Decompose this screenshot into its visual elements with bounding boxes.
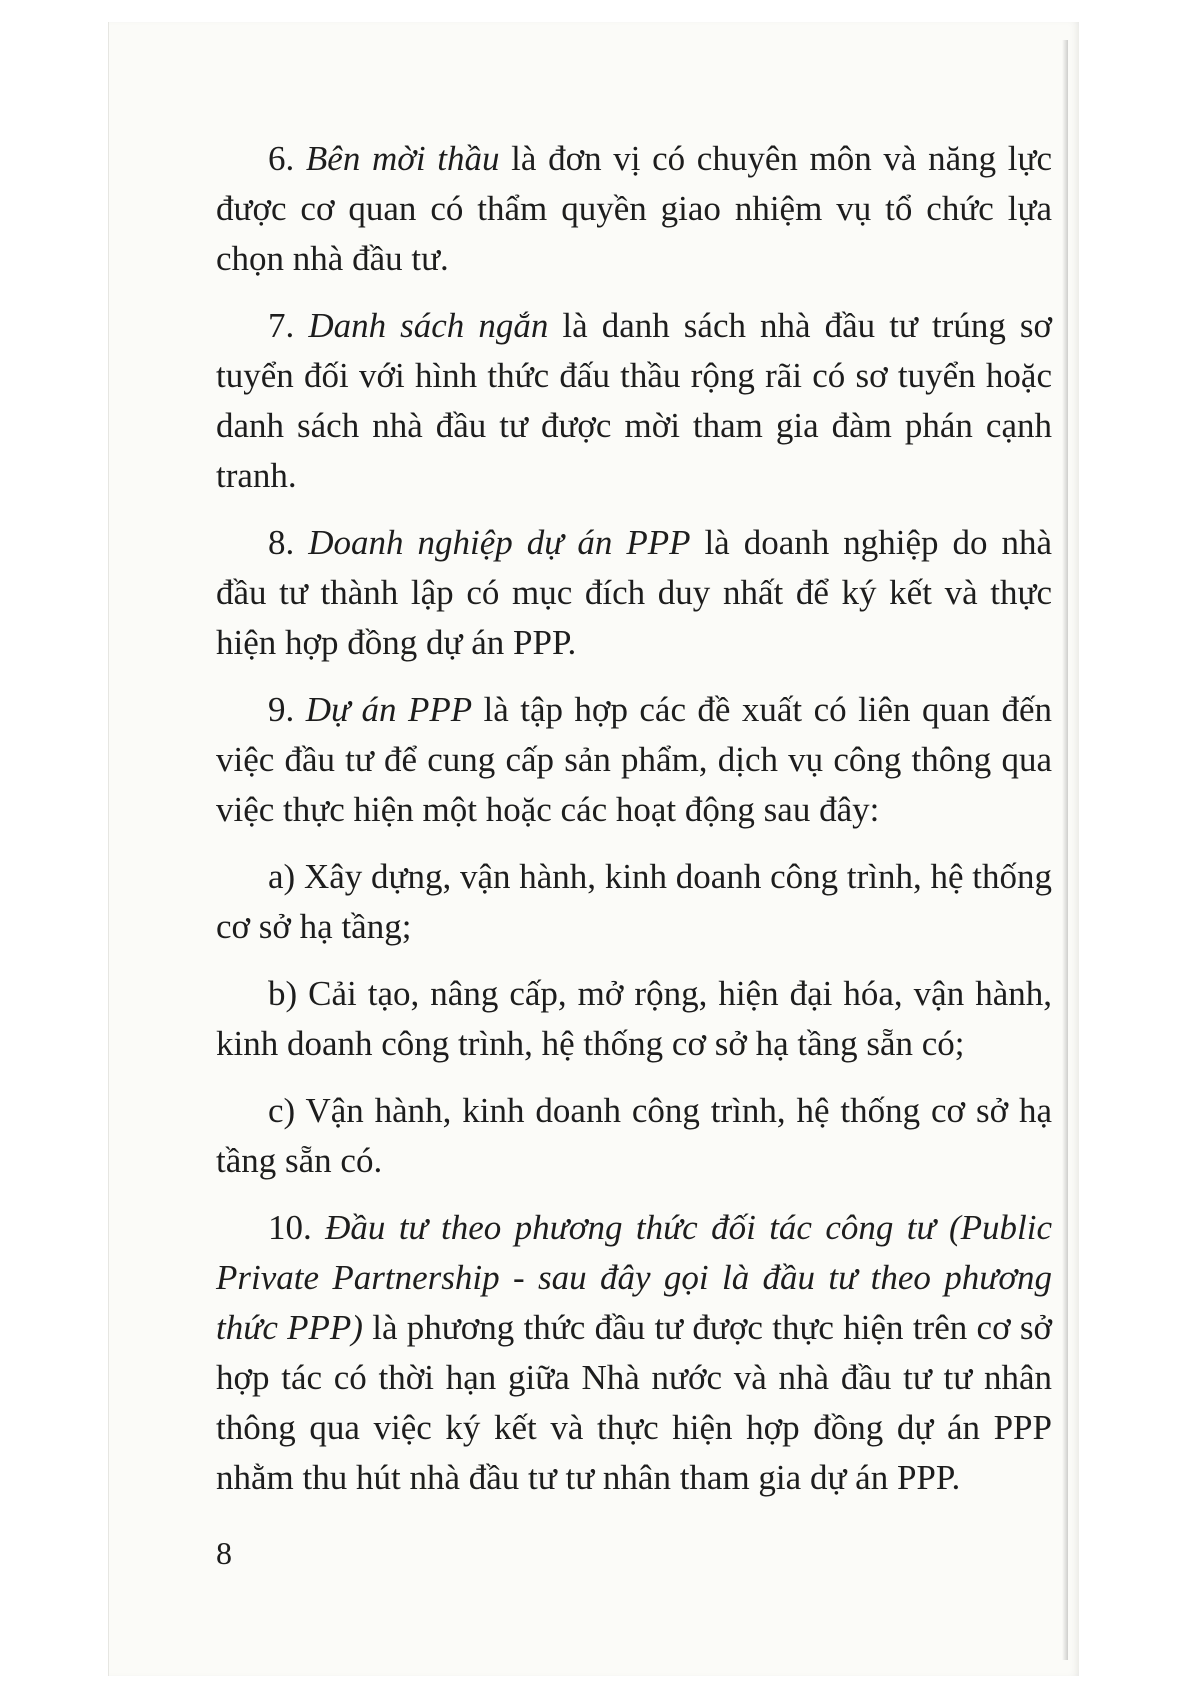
page-edge-shadow bbox=[1062, 40, 1068, 1660]
definition-text: là tập hợp các đề xuất có liên quan đến việc đầu tư để cung cấp sản phẩm, dịch vụ công thông qua việc thực hiện một hoặc các hoạt động sau đây: bbox=[216, 690, 1053, 829]
body-text bbox=[216, 134, 1052, 1520]
definition-paragraph-9 bbox=[216, 685, 1052, 835]
defined-term: Đầu tư theo phương thức đối tác công tư (Public Private Partnership - sau đây gọi là đầu tư theo phương thức PPP) bbox=[216, 1208, 1052, 1347]
sub-item-a bbox=[216, 852, 1052, 952]
definition-paragraph-7 bbox=[216, 301, 1052, 501]
defined-term: Bên mời thầu bbox=[305, 139, 500, 178]
defined-term: Doanh nghiệp dự án PPP bbox=[308, 523, 691, 562]
defined-term: Dự án PPP bbox=[305, 690, 473, 729]
definition-paragraph-8 bbox=[216, 518, 1052, 668]
definition-text: là đơn vị có chuyên môn và năng lực được cơ quan có thẩm quyền giao nhiệm vụ tổ chức lựa chọn nhà đầu tư. bbox=[216, 139, 1052, 278]
definition-paragraph-10 bbox=[216, 1203, 1052, 1503]
sub-item-text: b) Cải tạo, nâng cấp, mở rộng, hiện đại hóa, vận hành, kinh doanh công trình, hệ thống cơ sở hạ tầng sẵn có; bbox=[216, 974, 1052, 1063]
defined-term: Danh sách ngắn bbox=[308, 306, 549, 345]
definition-text: là doanh nghiệp do nhà đầu tư thành lập có mục đích duy nhất để ký kết và thực hiện hợp đồng dự án PPP. bbox=[216, 523, 1053, 662]
sub-item-c bbox=[216, 1086, 1052, 1186]
item-number: 6. bbox=[268, 139, 306, 178]
sub-item-text: c) Vận hành, kinh doanh công trình, hệ thống cơ sở hạ tầng sẵn có. bbox=[216, 1091, 1052, 1180]
item-number: 9. bbox=[268, 690, 306, 729]
sub-item-b bbox=[216, 969, 1052, 1069]
definition-paragraph-6 bbox=[216, 134, 1052, 284]
item-number: 10. bbox=[268, 1208, 326, 1247]
page-number: 8 bbox=[216, 1535, 232, 1571]
sub-item-text: a) Xây dựng, vận hành, kinh doanh công trình, hệ thống cơ sở hạ tầng; bbox=[216, 857, 1052, 946]
definition-text: là danh sách nhà đầu tư trúng sơ tuyển đối với hình thức đấu thầu rộng rãi có sơ tuyển hoặc danh sách nhà đầu tư được mời tham gia đàm phán cạnh tranh. bbox=[216, 306, 1052, 495]
item-number: 8. bbox=[268, 523, 309, 562]
item-number: 7. bbox=[268, 306, 309, 345]
definition-text: là phương thức đầu tư được thực hiện trên cơ sở hợp tác có thời hạn giữa Nhà nước và nhà đầu tư tư nhân thông qua việc ký kết và thực hiện hợp đồng dự án PPP nhằm thu hút nhà đầu tư tư nhân tham gia dự án PPP. bbox=[216, 1308, 1052, 1497]
